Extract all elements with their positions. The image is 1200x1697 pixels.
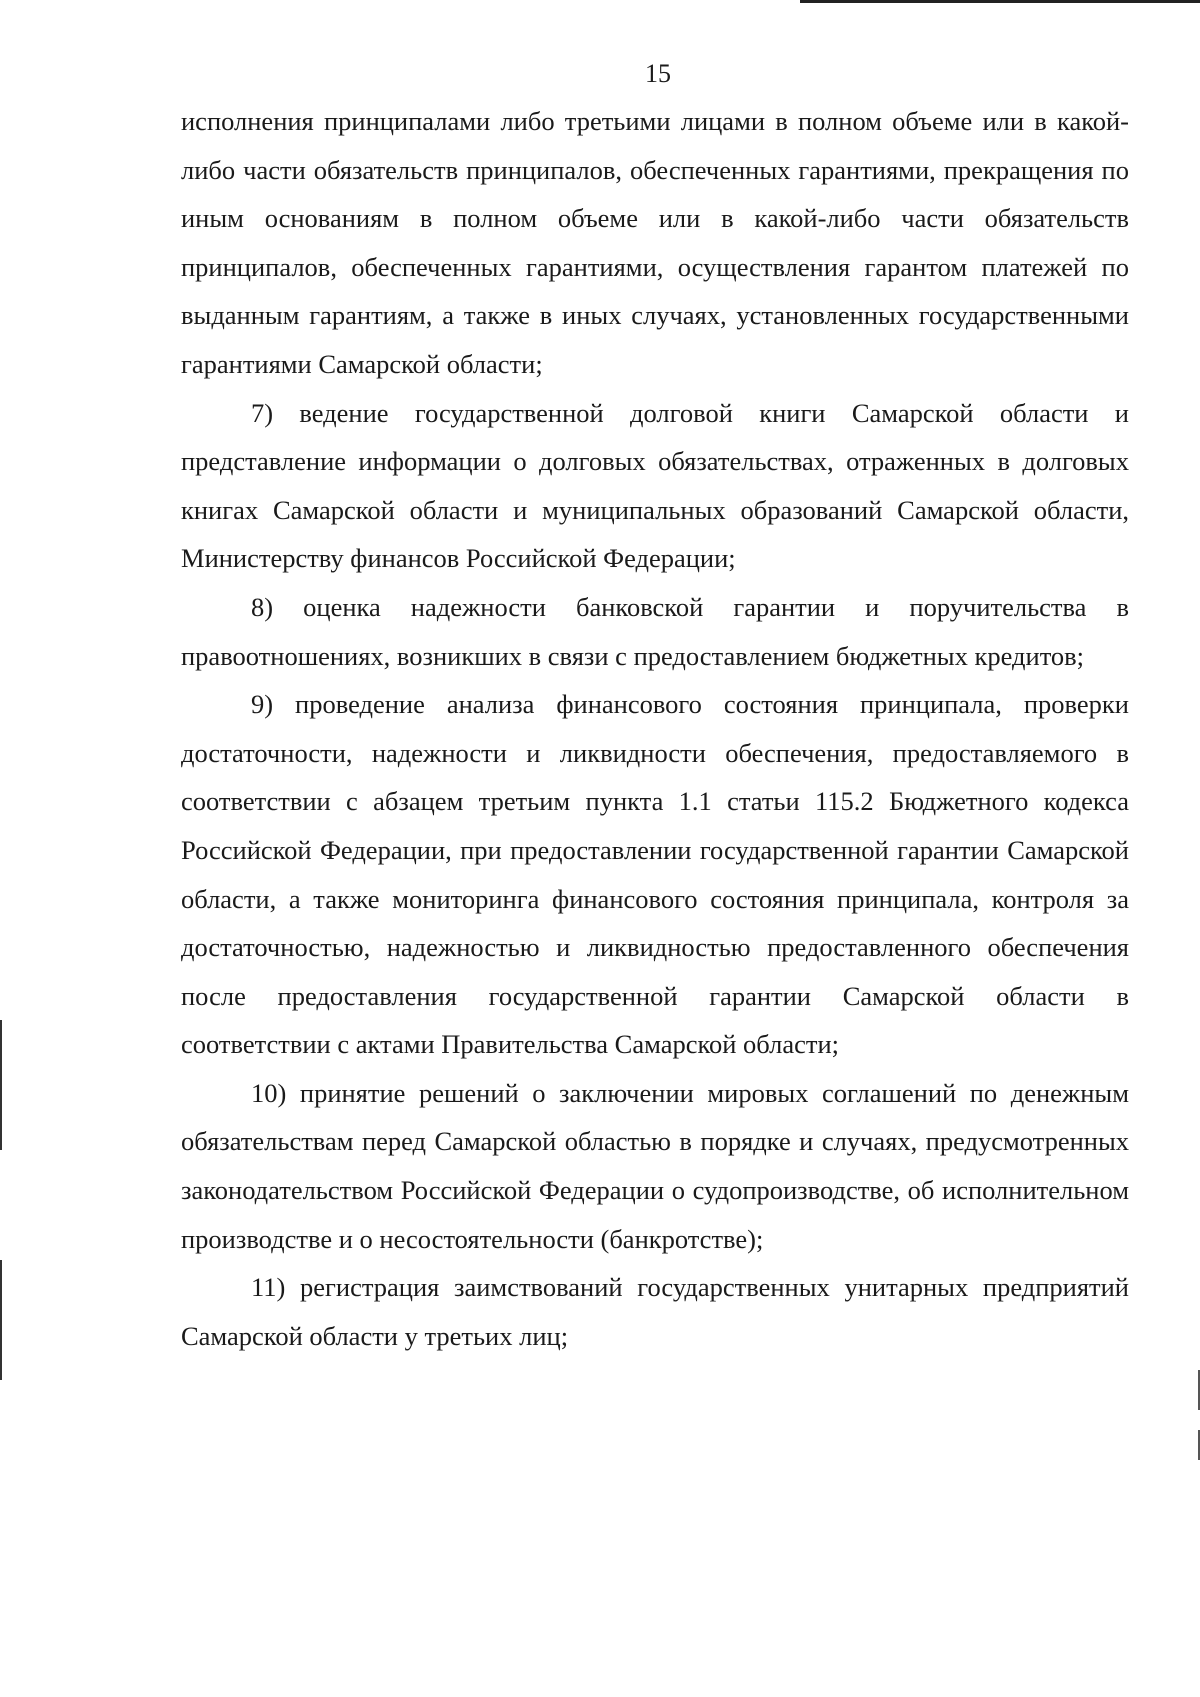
paragraph-item-11: 11) регистрация заимствований государственных унитарных предприятий Самарской области у третьих лиц; bbox=[181, 1272, 1129, 1351]
scan-edge-mark bbox=[0, 1260, 2, 1380]
paragraph-item-9: 9) проведение анализа финансового состояния принципала, проверки достаточности, надежности и ликвидности обеспечения, предоставляемого в соответствии с абзацем третьим пункта 1.1 статьи 115.2 Бюджетного кодекса Российской Федерации, при предоставлении государственной гарантии Самарской области, а также мониторинга финансового состояния принципала, контроля за достаточностью, надежностью и ликвидностью предоставленного обеспечения после предоставления государственной гарантии Самарской области в соответствии с актами Правительства Самарской области; bbox=[181, 689, 1129, 1060]
top-border-line bbox=[800, 0, 1200, 3]
scan-edge-mark bbox=[0, 1020, 2, 1150]
page-number: 15 bbox=[645, 59, 671, 88]
paragraph-continuation: исполнения принципалами либо третьими лицами в полном объеме или в какой-либо части обязательств принципалов, обеспеченных гарантиями, прекращения по иным основаниям в полном объеме или в какой-либо части обязательств принципалов, обеспеченных гарантиями, осуществления гарантом платежей по выданным гарантиям, а также в иных случаях, установленных государственными гарантиями Самарской области; bbox=[181, 106, 1129, 379]
paragraph-item-7: 7) ведение государственной долговой книги Самарской области и представление информации о долговых обязательствах, отраженных в долговых книгах Самарской области и муниципальных образований Самарской области, Министерству финансов Российской Федерации; bbox=[181, 397, 1129, 574]
paragraph-item-8: 8) оценка надежности банковской гарантии и поручительства в правоотношениях, возникших в связи с предоставлением бюджетных кредитов; bbox=[181, 591, 1129, 671]
paragraph-item-10: 10) принятие решений о заключении мировых соглашений по денежным обязательствам перед Самарской областью в порядке и случаях, предусмотренных законодательством Российской Федерации о судопроизводстве, об исполнительном производстве и о несостоятельности (банкротстве); bbox=[181, 1077, 1129, 1254]
document-body bbox=[181, 97, 1129, 1360]
